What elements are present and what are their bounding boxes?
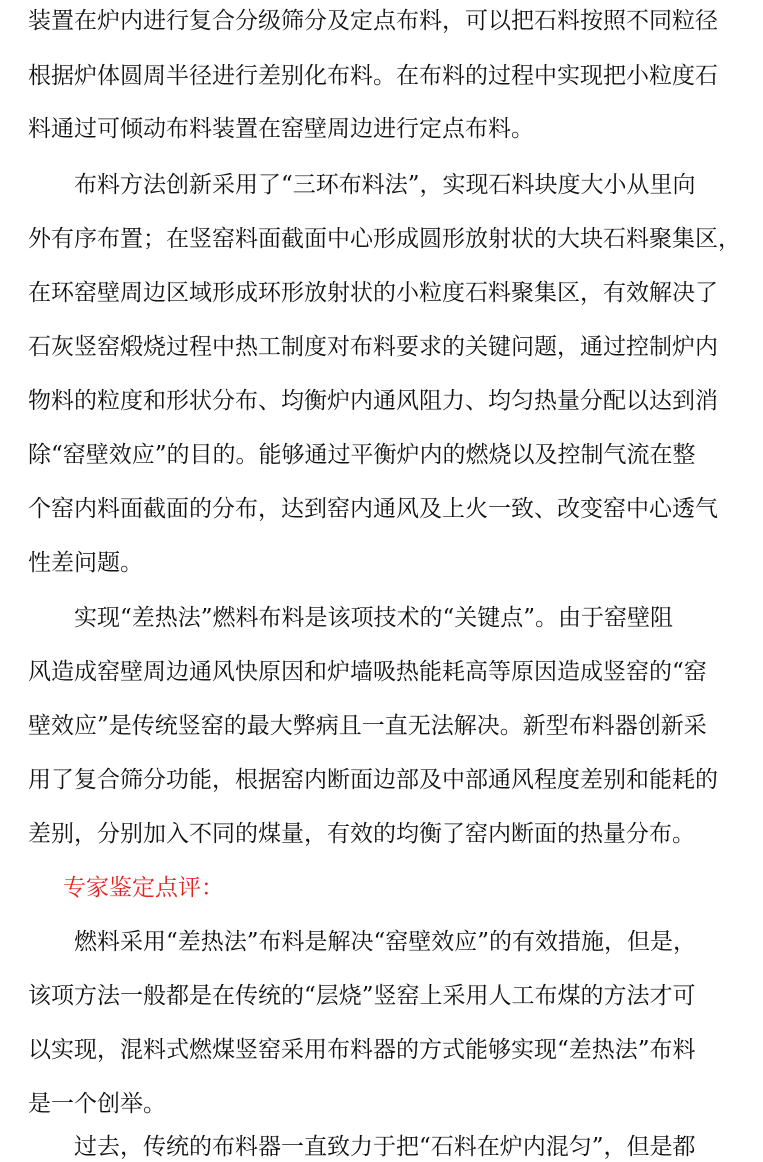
text-line-1: 装置在炉内进行复合分级筛分及定点布料，可以把石料按照不同粒径: [28, 8, 718, 34]
text-line-12: 实现“差热法”燃料布料是该项技术的“关键点”。由于窑壁阻: [74, 605, 674, 631]
text-line-18: 燃料采用“差热法”布料是解决“窑壁效应”的有效措施，但是，: [74, 929, 697, 955]
text-line-2: 根据炉体圆周半径进行差别化布料。在布料的过程中实现把小粒度石: [28, 63, 718, 89]
text-line-14: 壁效应”是传统竖窑的最大弊病且一直无法解决。新型布料器创新采: [28, 713, 707, 739]
text-line-10: 个窑内料面截面的分布，达到窑内通风及上火一致、改变窑中心透气: [28, 496, 718, 522]
text-line-8: 物料的粒度和形状分布、均衡炉内通风阻力、均匀热量分配以达到消: [28, 388, 718, 414]
text-line-15: 用了复合筛分功能，根据窑内断面边部及中部通风程度差别和能耗的: [28, 767, 718, 793]
text-line-9: 除“窑壁效应”的目的。能够通过平衡炉内的燃烧以及控制气流在整: [28, 442, 696, 468]
text-line-4: 布料方法创新采用了“三环布料法”，实现石料块度大小从里向: [74, 172, 696, 198]
text-line-13: 风造成窑壁周边通风快原因和炉墙吸热能耗高等原因造成竖窑的“窑: [28, 659, 707, 685]
text-line-6: 在环窑壁周边区域形成环形放射状的小粒度石料聚集区，有效解决了: [28, 280, 718, 306]
text-line-22: 过去，传统的布料器一直致力于把“石料在炉内混匀”，但是都: [74, 1134, 696, 1160]
text-line-21: 是一个创举。: [28, 1091, 166, 1117]
text-line-19: 该项方法一般都是在传统的“层烧”竖窑上采用人工布煤的方法才可: [28, 983, 696, 1009]
text-line-7: 石灰竖窑煅烧过程中热工制度对布料要求的关键问题，通过控制炉内: [28, 334, 718, 360]
text-line-16: 差别，分别加入不同的煤量，有效的均衡了窑内断面的热量分布。: [28, 821, 695, 847]
expert-review-heading: 专家鉴定点评：: [63, 875, 224, 901]
text-line-5: 外有序布置；在竖窑料面截面中心形成圆形放射状的大块石料聚集区，: [28, 226, 741, 252]
text-line-11: 性差问题。: [28, 550, 143, 576]
text-line-3: 料通过可倾动布料装置在窑壁周边进行定点布料。: [28, 116, 534, 142]
text-line-20: 以实现，混料式燃煤竖窑采用布料器的方式能够实现“差热法”布料: [28, 1037, 696, 1063]
